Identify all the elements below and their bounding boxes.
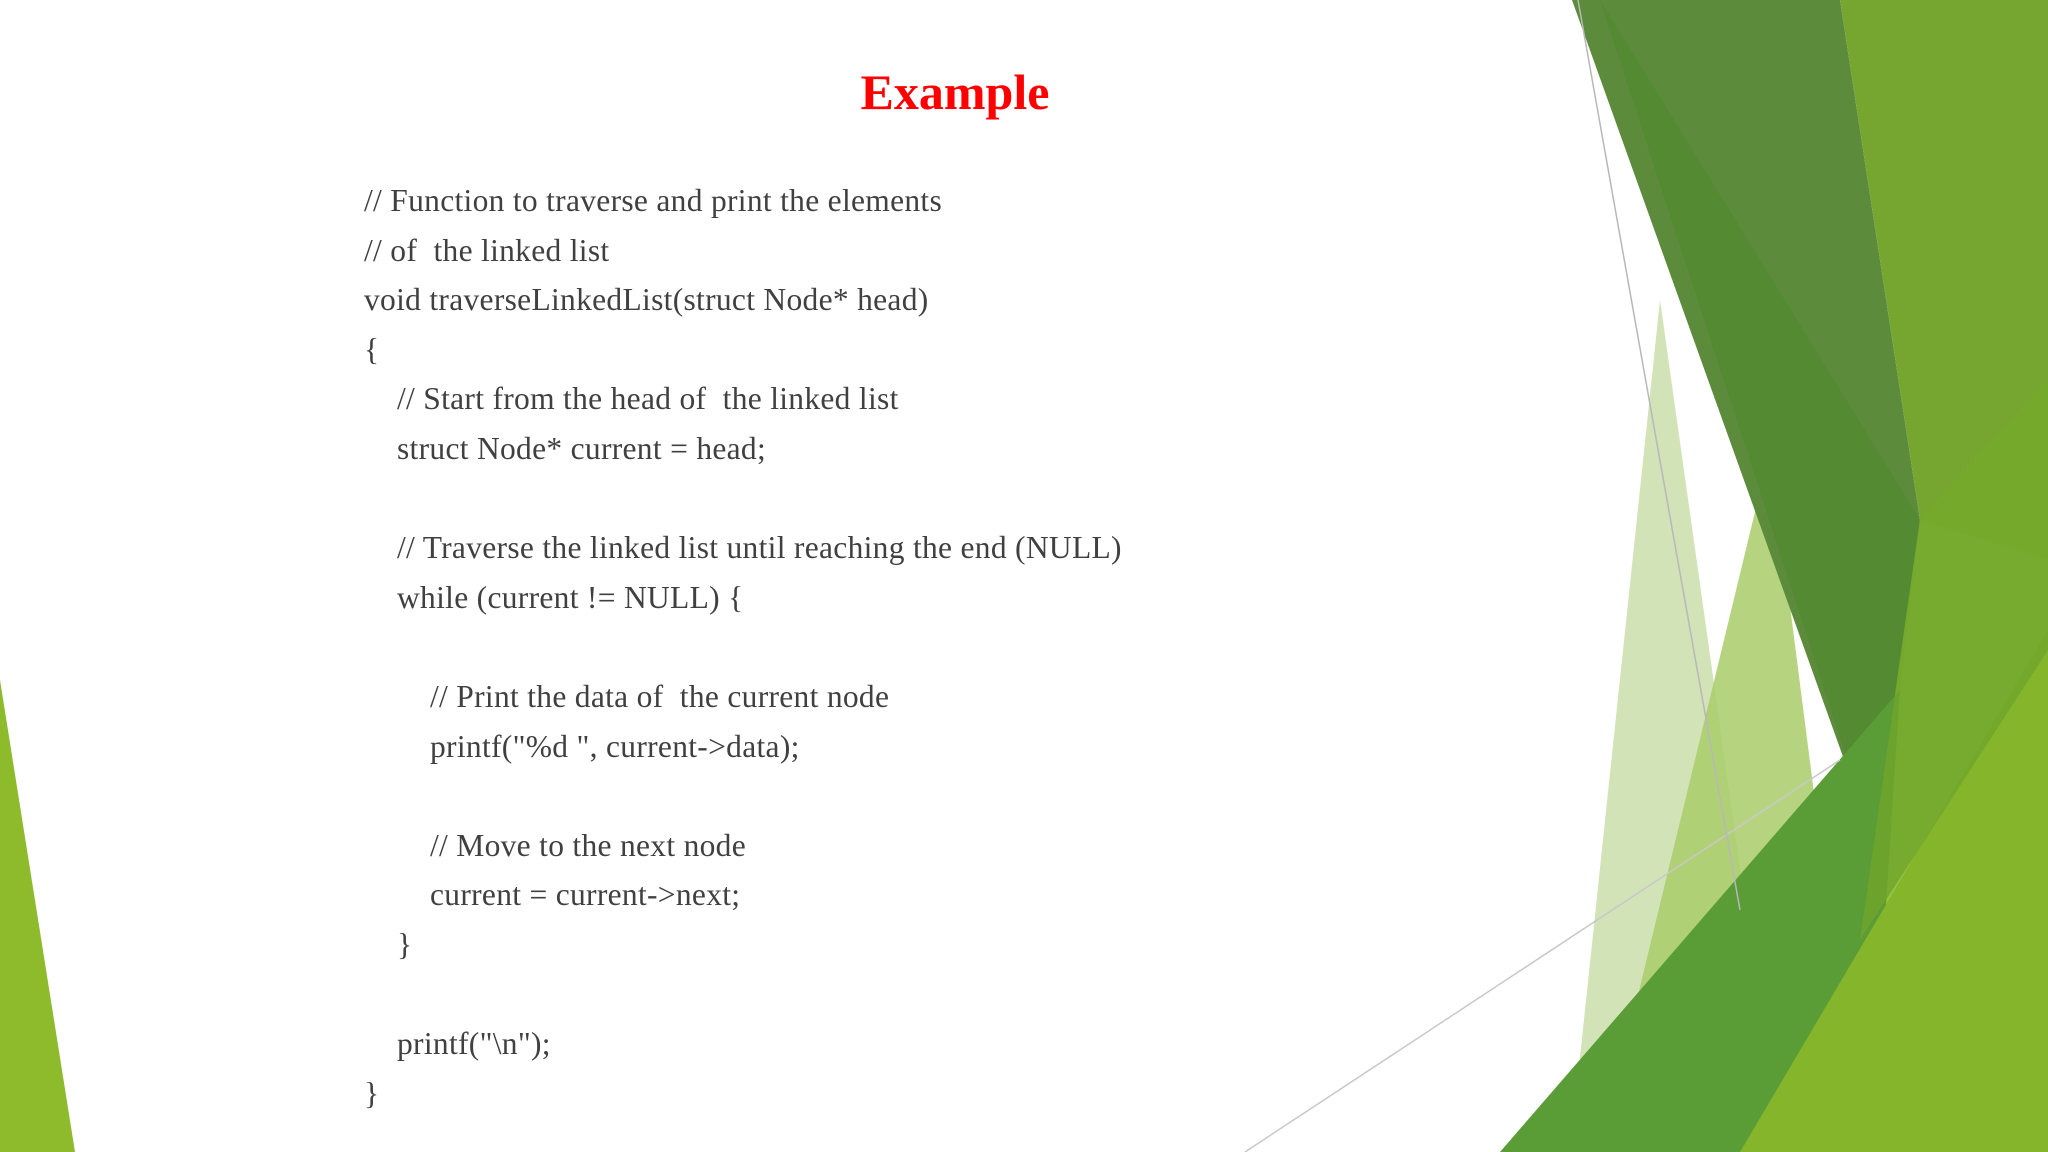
- code-line: // Move to the next node: [430, 827, 747, 863]
- code-line: // Function to traverse and print the elements: [364, 183, 943, 218]
- left-green-sliver: [0, 680, 75, 1152]
- code-line: }: [397, 926, 413, 962]
- code-line: // Traverse the linked list until reaching the end (NULL): [397, 530, 1122, 566]
- code-line: // Start from the head of the linked list: [397, 381, 899, 417]
- code-line: printf("%d ", current->data);: [430, 728, 800, 764]
- code-line: // Print the data of the current node: [430, 678, 890, 714]
- code-line: }: [364, 1075, 380, 1111]
- code-line: [364, 474, 1464, 524]
- code-line: void traverseLinkedList(struct Node* head): [364, 282, 929, 318]
- code-block: [364, 176, 1464, 1118]
- code-line: printf("\n");: [397, 1026, 551, 1062]
- code-line: // of the linked list: [364, 232, 610, 268]
- code-line: current = current->next;: [430, 877, 741, 913]
- code-line: struct Node* current = head;: [397, 430, 767, 466]
- code-line: [364, 771, 1464, 821]
- slide-title: Example: [860, 64, 1050, 120]
- code-line: {: [364, 331, 380, 367]
- code-line: while (current != NULL) {: [397, 579, 744, 615]
- code-line: [364, 622, 1464, 672]
- code-line: [364, 970, 1464, 1020]
